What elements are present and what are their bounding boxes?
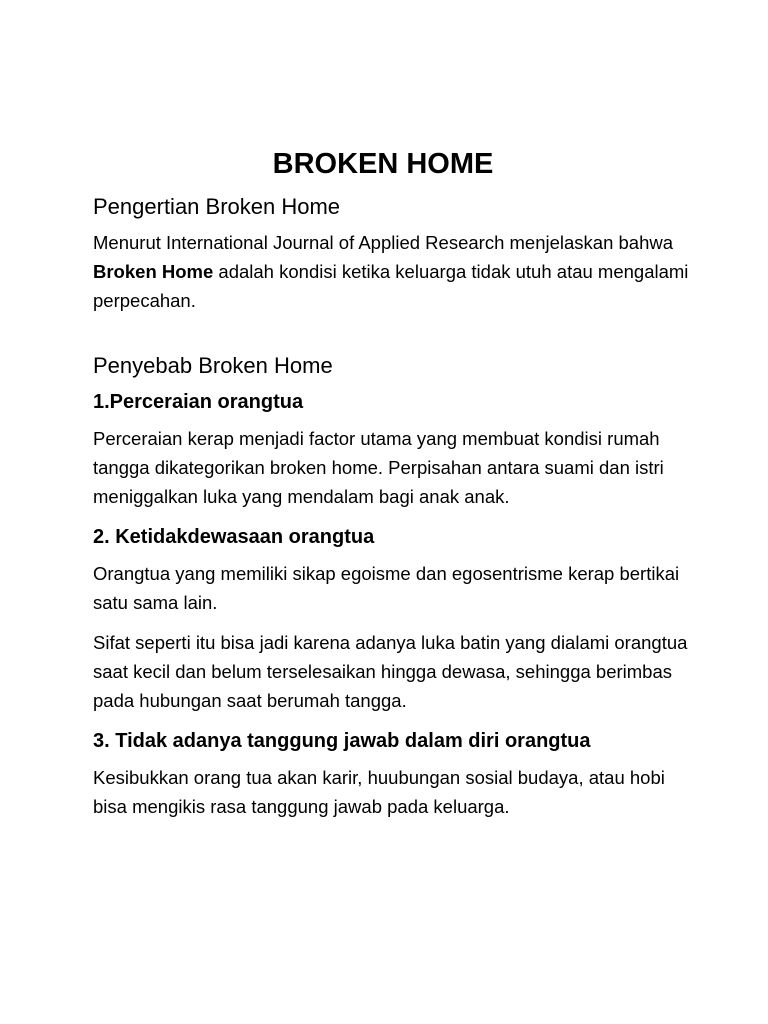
- definition-heading: Pengertian Broken Home: [93, 194, 341, 219]
- cause-3-paragraph: Kesibukkan orang tua akan karir, huubungan sosial budaya, atau hobi bisa mengikis rasa tanggung jawab pada keluarga.: [93, 767, 665, 817]
- document-title: BROKEN HOME: [272, 148, 494, 180]
- cause-3-heading: 3. Tidak adanya tanggung jawab dalam diri orangtua: [93, 730, 591, 752]
- definition-text-before: Menurut International Journal of Applied Research menjelaskan bahwa: [93, 232, 674, 253]
- causes-heading: Penyebab Broken Home: [93, 353, 333, 378]
- cause-2-heading: 2. Ketidakdewasaan orangtua: [93, 526, 375, 548]
- cause-1-paragraph: Perceraian kerap menjadi factor utama yang membuat kondisi rumah tangga dikategorikan broken home. Perpisahan antara suami dan istri meniggalkan luka yang mendalam bagi anak anak.: [93, 428, 664, 507]
- definition-paragraph: [93, 228, 693, 315]
- definition-term-bold: Broken Home: [93, 261, 214, 282]
- cause-2-paragraph-1: Orangtua yang memiliki sikap egoisme dan egosentrisme kerap bertikai satu sama lain.: [93, 563, 680, 613]
- definition-text-after: adalah kondisi ketika keluarga tidak utuh atau mengalami perpecahan.: [93, 261, 689, 311]
- cause-2-paragraph-2: Sifat seperti itu bisa jadi karena adanya luka batin yang dialami orangtua saat kecil dan belum terselesaikan hingga dewasa, sehingga berimbas pada hubungan saat berumah tangga.: [93, 632, 688, 711]
- document-content: [93, 142, 693, 832]
- cause-1-heading: 1.Perceraian orangtua: [93, 391, 304, 413]
